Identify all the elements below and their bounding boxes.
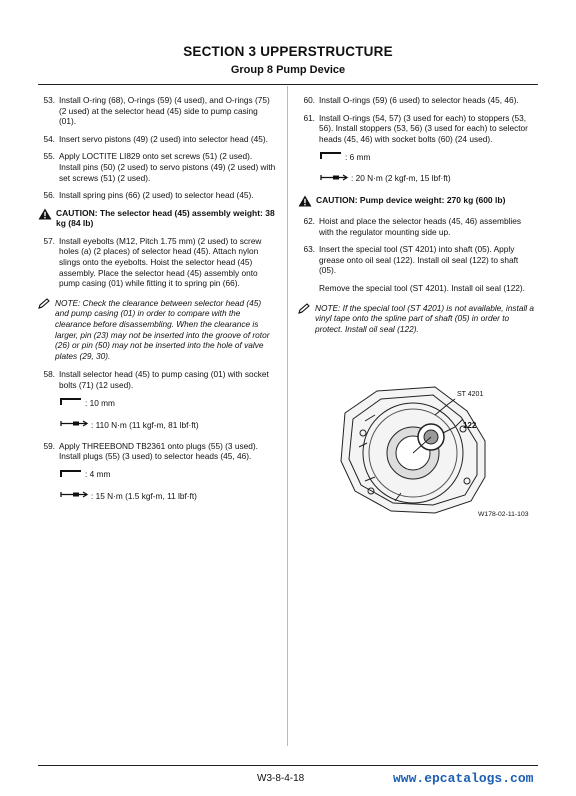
- step-number: 60.: [303, 95, 315, 105]
- header-rule: [38, 84, 538, 85]
- section-title: SECTION 3 UPPERSTRUCTURE: [183, 44, 393, 59]
- step-text-main: Insert the special tool (ST 4201) into shaft (05). Apply grease onto oil seal (122). Install oil seal (122) to shaft (05).: [319, 244, 519, 276]
- warning-icon: [38, 208, 53, 229]
- step-text: Insert servo pistons (49) (2 used) into selector head (45).: [59, 133, 268, 144]
- hex-wrench-icon: [60, 397, 82, 409]
- pump-seal-illustration: [335, 381, 535, 521]
- note-box: [298, 303, 536, 335]
- step-53: [38, 95, 276, 127]
- step-text: [319, 244, 536, 293]
- wrench-size-spec: [60, 469, 276, 481]
- footer-rule: [38, 765, 538, 766]
- watermark-url: www.epcatalogs.com: [393, 771, 534, 786]
- spec-value: : 4 mm: [85, 469, 111, 480]
- note-box: [38, 298, 276, 362]
- figure-id: W178-02-11-103: [478, 511, 529, 518]
- warning-icon: [298, 195, 313, 210]
- step-59: [38, 441, 276, 462]
- spec-value: : 6 mm: [345, 151, 371, 162]
- step-text: Install spring pins (66) (2 used) to selector head (45).: [59, 190, 254, 201]
- step-text: Apply LOCTITE LI829 onto set screws (51) (2 used). Install pins (50) (2 used) to servo pistons (49) (2 used) with set screws (51) (2 used).: [59, 151, 276, 183]
- right-column: [298, 95, 536, 342]
- step-number: 59.: [43, 440, 55, 451]
- step-number: 63.: [303, 244, 315, 255]
- wrench-size-spec: [60, 397, 276, 409]
- wrench-size-spec: [320, 151, 536, 163]
- step-63: [298, 244, 536, 293]
- torque-spec: [320, 173, 536, 185]
- caution-text: CAUTION: Pump device weight: 270 kg (600 lb): [316, 194, 506, 205]
- step-number: 56.: [43, 190, 55, 201]
- note-text: NOTE: Check the clearance between selector head (45) and pump casing (01) in order to compare with the clearance before disassembling. When the clearance is larger, pin (23) may not be inserted into the groove of rotor (26) or pin (50) may not be inserted into the hole of valve plates (29, 30).: [55, 297, 270, 361]
- left-column: [38, 95, 276, 512]
- step-number: 55.: [43, 151, 55, 162]
- step-text: Install O-rings (59) (6 used) to selector heads (45, 46).: [319, 95, 519, 105]
- seal-callout-label: 122: [463, 421, 477, 430]
- caution-box: [298, 195, 536, 210]
- step-number: 58.: [43, 369, 55, 380]
- spec-value: : 110 N·m (11 kgf-m, 81 lbf·ft): [91, 419, 199, 430]
- step-55: [38, 151, 276, 183]
- torque-wrench-icon: [320, 173, 348, 185]
- step-text: Install O-ring (68), O-rings (59) (4 used), and O-rings (75) (2 used) at the selector head (45) side to pump casing (01).: [59, 95, 270, 127]
- note-text: NOTE: If the special tool (ST 4201) is not available, install a vinyl tape onto the spline part of shaft (05) in order to protect. Install oil seal (122).: [315, 302, 535, 334]
- step-number: 61.: [303, 112, 315, 123]
- pen-icon: [298, 303, 312, 335]
- step-text: Install O-rings (54, 57) (3 used for each) to stoppers (53, 56). Install stoppers (53, 56) (3 used for each) to selector heads (45, 46) with socket bolts (60) (24 used).: [319, 112, 528, 144]
- step-number: 54.: [43, 133, 55, 144]
- hex-wrench-icon: [60, 469, 82, 481]
- spec-value: : 15 N·m (1.5 kgf-m, 11 lbf·ft): [91, 490, 197, 501]
- page-number: W3-8-4-18: [257, 773, 305, 784]
- torque-wrench-icon: [60, 490, 88, 502]
- torque-spec: [60, 419, 276, 431]
- step-54: [38, 134, 276, 145]
- step-60: [298, 95, 536, 106]
- step-number: 53.: [43, 95, 55, 105]
- hex-wrench-icon: [320, 151, 342, 163]
- step-text-extra: Remove the special tool (ST 4201). Install oil seal (122).: [319, 283, 525, 294]
- tool-callout-label: ST 4201: [457, 391, 484, 398]
- pen-icon: [38, 298, 52, 362]
- caution-text: CAUTION: The selector head (45) assembly weight: 38 kg (84 lb): [56, 207, 275, 229]
- step-number: 62.: [303, 216, 315, 227]
- step-number: 57.: [43, 235, 55, 246]
- torque-spec: [60, 490, 276, 502]
- spec-value: : 10 mm: [85, 397, 115, 408]
- step-57: [38, 236, 276, 289]
- torque-wrench-icon: [60, 419, 88, 431]
- step-61: [298, 113, 536, 145]
- step-58: [38, 369, 276, 390]
- step-text: Hoist and place the selector heads (45, 46) assemblies with the regulator mounting side up.: [319, 216, 522, 237]
- group-title: Group 8 Pump Device: [230, 64, 346, 76]
- step-56: [38, 190, 276, 201]
- caution-box: [38, 208, 276, 229]
- step-62: [298, 216, 536, 237]
- step-text: Apply THREEBOND TB2361 onto plugs (55) (3 used). Install plugs (55) (3 used) to selector heads (45, 46).: [59, 440, 258, 462]
- step-text: Install selector head (45) to pump casing (01) with socket bolts (71) (12 used).: [59, 369, 269, 390]
- step-text: Install eyebolts (M12, Pitch 1.75 mm) (2 used) to screw holes (a) (2 places) of selector head (45). Attach nylon slings onto the eyebolts. Hoist the selector head (45) assembly. Place the selector head (45) assembly onto pump casing (01) while fitting it to spring pin (66).: [59, 235, 262, 289]
- column-divider: [287, 86, 288, 746]
- spec-value: : 20 N·m (2 kgf-m, 15 lbf·ft): [351, 173, 451, 184]
